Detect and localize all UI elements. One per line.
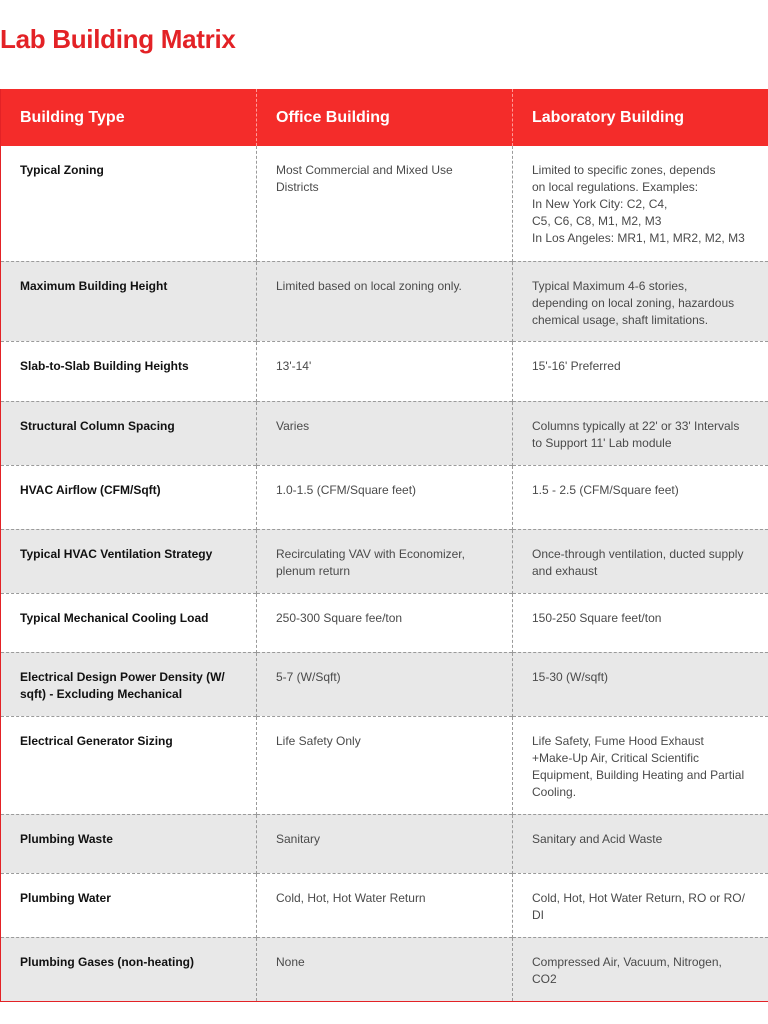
building-matrix-table	[0, 89, 768, 1002]
row-label: Slab-to-Slab Building Heights	[20, 358, 189, 373]
table-row	[1, 937, 768, 1001]
office-cell: 250-300 Square fee/ton	[257, 593, 513, 652]
row-label: HVAC Airflow (CFM/Sqft)	[20, 482, 161, 497]
laboratory-cell: Life Safety, Fume Hood Exhaust +Make-Up Air, Critical Scientific Equipment, Building Heating and Partial Cooling.	[513, 716, 768, 814]
header-building-type: Building Type	[1, 89, 257, 146]
row-label: Typical HVAC Ventilation Strategy	[1, 529, 257, 593]
table-header-row	[1, 89, 768, 146]
office-cell: Limited based on local zoning only.	[257, 261, 513, 341]
table-row	[1, 593, 768, 652]
table-row	[1, 814, 768, 873]
laboratory-cell: Limited to specific zones, depends on local regulations. Examples: In New York City: C2, C4, C5, C6, C8, M1, M2, M3 In Los Angeles: MR1, M1, MR2, M2, M3	[513, 146, 768, 261]
office-cell: Varies	[257, 401, 513, 465]
laboratory-cell: Once-through ventilation, ducted supply and exhaust	[513, 529, 768, 593]
laboratory-cell: 15-30 (W/sqft)	[513, 652, 768, 716]
page-title: Lab Building Matrix	[0, 24, 236, 54]
office-cell: Cold, Hot, Hot Water Return	[257, 873, 513, 937]
row-label: Typical Zoning	[20, 163, 104, 177]
header-office-building: Office Building	[257, 89, 513, 146]
office-cell: Most Commercial and Mixed Use Districts	[257, 146, 513, 261]
table-row	[1, 261, 768, 341]
header-laboratory-building: Laboratory Building	[513, 89, 768, 146]
table-row	[1, 716, 768, 814]
row-label: Electrical Design Power Density (W/ sqft) - Excluding Mechanical	[1, 652, 257, 716]
table-row	[1, 401, 768, 465]
laboratory-cell: Sanitary and Acid Waste	[513, 814, 768, 873]
table-row	[1, 873, 768, 937]
office-cell: Sanitary	[257, 814, 513, 873]
office-cell: 5-7 (W/Sqft)	[257, 652, 513, 716]
laboratory-cell: Columns typically at 22' or 33' Intervals to Support 11' Lab module	[513, 401, 768, 465]
row-label: Typical Mechanical Cooling Load	[20, 610, 209, 625]
laboratory-cell: Typical Maximum 4-6 stories, depending on local zoning, hazardous chemical usage, shaft limitations.	[513, 261, 768, 341]
laboratory-cell: 1.5 - 2.5 (CFM/Square feet)	[513, 465, 768, 529]
office-cell: 1.0-1.5 (CFM/Square feet)	[257, 465, 513, 529]
office-cell: None	[257, 937, 513, 1001]
table-row	[1, 652, 768, 716]
table-row	[1, 341, 768, 401]
row-label: Electrical Generator Sizing	[20, 733, 173, 748]
row-label: Plumbing Waste	[1, 814, 257, 873]
table-row	[1, 465, 768, 529]
table-row	[1, 146, 768, 261]
row-label: Structural Column Spacing	[1, 401, 257, 465]
row-label: Maximum Building Height	[1, 261, 257, 341]
row-label: Plumbing Water	[20, 890, 111, 905]
laboratory-cell: 15'-16' Preferred	[513, 341, 768, 401]
table-row	[1, 529, 768, 593]
row-label: Plumbing Gases (non-heating)	[1, 937, 257, 1001]
office-cell: 13'-14'	[257, 341, 513, 401]
laboratory-cell: 150-250 Square feet/ton	[513, 593, 768, 652]
office-cell: Life Safety Only	[257, 716, 513, 814]
laboratory-cell: Compressed Air, Vacuum, Nitrogen, CO2	[513, 937, 768, 1001]
office-cell: Recirculating VAV with Economizer, plenum return	[257, 529, 513, 593]
laboratory-cell: Cold, Hot, Hot Water Return, RO or RO/ DI	[513, 873, 768, 937]
